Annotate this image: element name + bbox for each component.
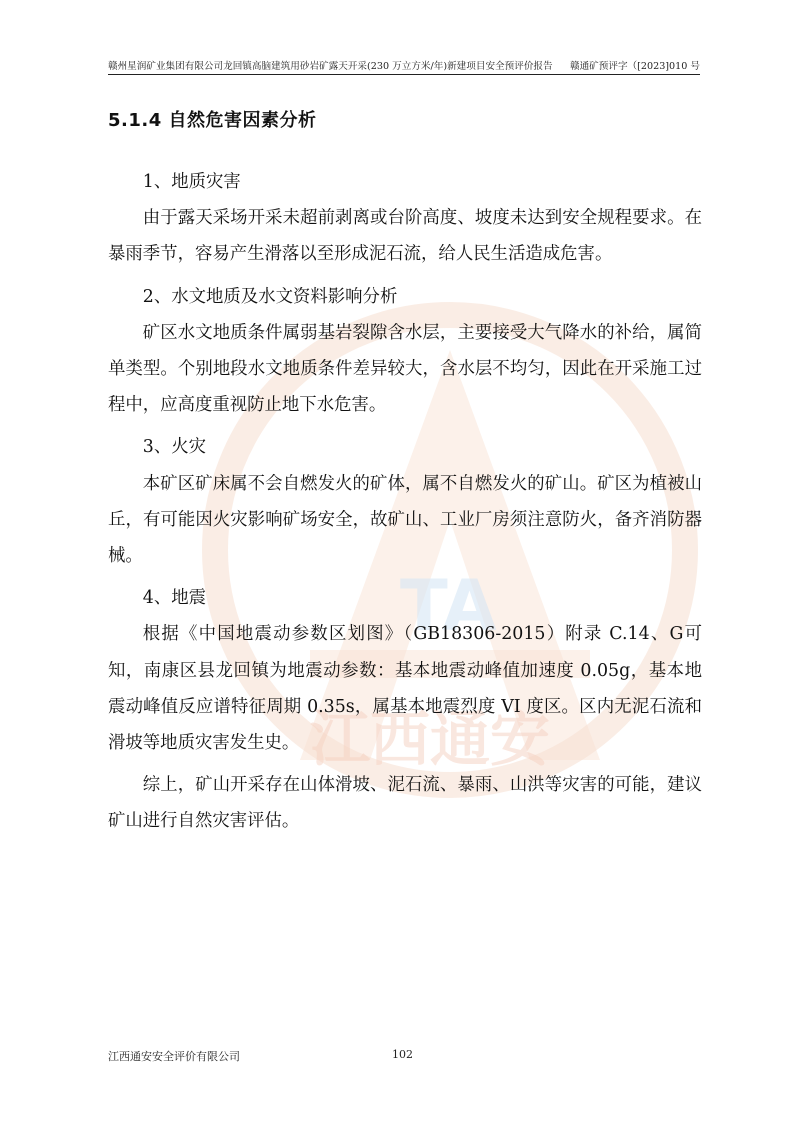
- subheading-geological-hazard: 1、地质灾害: [142, 172, 241, 192]
- svg-text:TA: TA: [400, 565, 497, 647]
- header-report-title: 赣州星润矿业集团有限公司龙回镇高脑建筑用砂岩矿露天开采(230 万立方米/年)新建项目安全预评价报告: [108, 61, 553, 72]
- document-body: [108, 160, 702, 846]
- paragraph-hydrogeology: 矿区水文地质条件属弱基岩裂隙含水层，主要接受大气降水的补给，属简单类型。个别地段水文地质条件差异较大，含水层不均匀，因此在开采施工过程中，应高度重视防止地下水危害。: [108, 322, 702, 416]
- subheading-hydrogeology: 2、水文地质及水文资料影响分析: [142, 286, 398, 307]
- subheading-fire: 3、火灾: [142, 437, 207, 458]
- paragraph-fire: 本矿区矿床属不会自燃发火的矿体，属不自燃发火的矿山。矿区为植被山丘，有可能因火灾影响矿场安全，故矿山、工业厂房须注意防火，备齐消防器械。: [108, 473, 702, 567]
- page-number: 102: [392, 1048, 413, 1061]
- paragraph-geological-hazard: 由于露天采场开采未超前剥离或台阶高度、坡度未达到安全规程要求。在暴雨季节，容易产生滑落以至形成泥石流，给人民生活造成危害。: [108, 208, 702, 265]
- paragraph-summary: 综上，矿山开采存在山体滑坡、泥石流、暴雨、山洪等灾害的可能，建议矿山进行自然灾害评估。: [108, 775, 702, 832]
- section-heading: 5.1.4 自然危害因素分析: [108, 110, 317, 131]
- footer-company: 江西通安安全评价有限公司: [108, 1050, 240, 1063]
- subheading-earthquake: 4、地震: [142, 588, 207, 609]
- page-header: [108, 56, 700, 75]
- header-report-number: 赣通矿预评字（[2023]010 号: [569, 61, 700, 72]
- paragraph-earthquake: 根据《中国地震动参数区划图》（GB18306-2015）附录 C.14、G可知，南康区县龙回镇为地震动参数：基本地震动峰值加速度 0.05g，基本地震动峰值反应谱特征周期 0.35s，属基本地震烈度 VI 度区。区内无泥石流和滑坡等地质灾害发生史。: [108, 624, 702, 754]
- svg-text:江西通安: 江西通安: [310, 705, 550, 775]
